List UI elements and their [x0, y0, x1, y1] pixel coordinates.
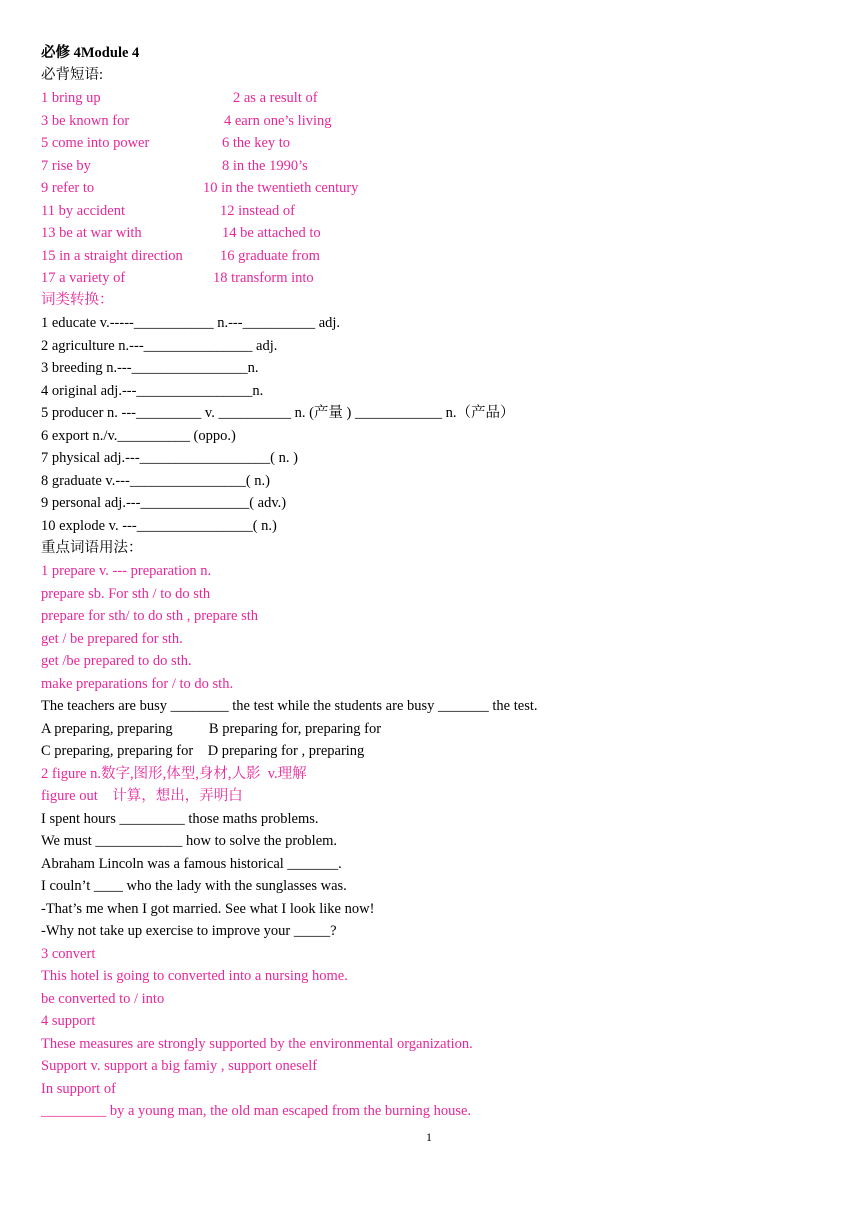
- phrase-item: 3 be known for: [41, 112, 130, 129]
- conversion-item: 1 educate v.-----___________ n.---__________ adj.: [41, 315, 341, 331]
- phrase-item: 12 instead of: [220, 202, 295, 219]
- phrase-item: 1 bring up: [41, 90, 101, 106]
- document-title: 必修 4Module 4: [41, 45, 140, 61]
- usage-line: I spent hours _________ those maths problems.: [41, 810, 319, 827]
- phrase-item: 16 graduate from: [220, 247, 320, 264]
- conversion-heading: 词类转换：: [41, 292, 114, 308]
- usage-line: C preparing, preparing for D preparing for , preparing: [41, 743, 365, 759]
- phrase-item: 18 transform into: [213, 270, 314, 286]
- usage-line: -That’s me when I got married. See what I look like now!: [41, 900, 375, 917]
- usage-line: These measures are strongly supported by the environmental organization.: [41, 1035, 473, 1052]
- usage-line: The teachers are busy ________ the test while the students are busy _______ the test.: [41, 698, 538, 714]
- phrase-item: 13 be at war with: [41, 225, 142, 241]
- usage-line: be converted to / into: [41, 990, 165, 1007]
- usage-line: get /be prepared to do sth.: [41, 653, 192, 669]
- usage-line: We must ____________ how to solve the problem.: [41, 833, 338, 849]
- phrase-item: 5 come into power: [41, 135, 150, 151]
- usage-line: make preparations for / to do sth.: [41, 675, 234, 692]
- conversion-item: 10 explode v. ---________________( n.): [41, 517, 277, 534]
- conversion-item: 9 personal adj.---_______________( adv.): [41, 495, 287, 511]
- conversion-item: 8 graduate v.---________________( n.): [41, 472, 270, 489]
- phrase-item: 17 a variety of: [41, 270, 126, 286]
- usage-line: prepare sb. For sth / to do sth: [41, 585, 211, 602]
- phrase-item: 7 rise by: [41, 157, 91, 174]
- phrase-item: 2 as a result of: [233, 90, 318, 106]
- usage-line: I couln’t ____ who the lady with the sunglasses was.: [41, 878, 347, 894]
- conversion-item: 4 original adj.---________________n.: [41, 382, 264, 399]
- conversion-item: 5 producer n. ---_________ v. __________ n. (产量 ) ____________ n.（产品）: [41, 405, 515, 421]
- usage-line: This hotel is going to converted into a nursing home.: [41, 968, 348, 984]
- usage-line: Support v. support a big famiy , support oneself: [41, 1058, 318, 1074]
- phrase-item: 15 in a straight direction: [41, 247, 183, 264]
- usage-line: 1 prepare v. --- preparation n.: [41, 563, 212, 579]
- usage-line: A preparing, preparing B preparing for, preparing for: [41, 720, 382, 737]
- page-number: 1: [426, 1130, 432, 1144]
- usage-line: 2 figure n.数字,图形,体型,身材,人影 v.理解: [41, 765, 307, 782]
- usage-line: In support of: [41, 1080, 116, 1097]
- conversion-item: 3 breeding n.---________________n.: [41, 360, 259, 376]
- phrase-item: 9 refer to: [41, 180, 95, 196]
- usage-line: get / be prepared for sth.: [41, 630, 183, 647]
- phrase-item: 11 by accident: [41, 202, 126, 219]
- usage-line: 4 support: [41, 1013, 96, 1029]
- usage-line: _________ by a young man, the old man escaped from the burning house.: [41, 1103, 472, 1119]
- usage-line: figure out 计算，想出，弄明白: [41, 788, 243, 804]
- phrases-heading: 必背短语:: [41, 67, 104, 83]
- phrase-item: 10 in the twentieth century: [203, 180, 359, 196]
- phrase-item: 4 earn one’s living: [224, 112, 332, 129]
- conversion-item: 7 physical adj.---__________________( n. ): [41, 450, 298, 466]
- usage-line: prepare for sth/ to do sth , prepare sth: [41, 608, 259, 624]
- conversion-item: 2 agriculture n.---_______________ adj.: [41, 337, 278, 354]
- phrase-item: 14 be attached to: [222, 225, 321, 241]
- phrase-item: 8 in the 1990’s: [222, 157, 308, 174]
- phrase-item: 6 the key to: [222, 135, 291, 151]
- usage-heading: 重点词语用法：: [41, 540, 143, 556]
- usage-line: 3 convert: [41, 945, 96, 962]
- usage-line: -Why not take up exercise to improve your _____?: [41, 923, 337, 939]
- usage-line: Abraham Lincoln was a famous historical _______.: [41, 855, 342, 872]
- conversion-item: 6 export n./v.__________ (oppo.): [41, 427, 236, 444]
